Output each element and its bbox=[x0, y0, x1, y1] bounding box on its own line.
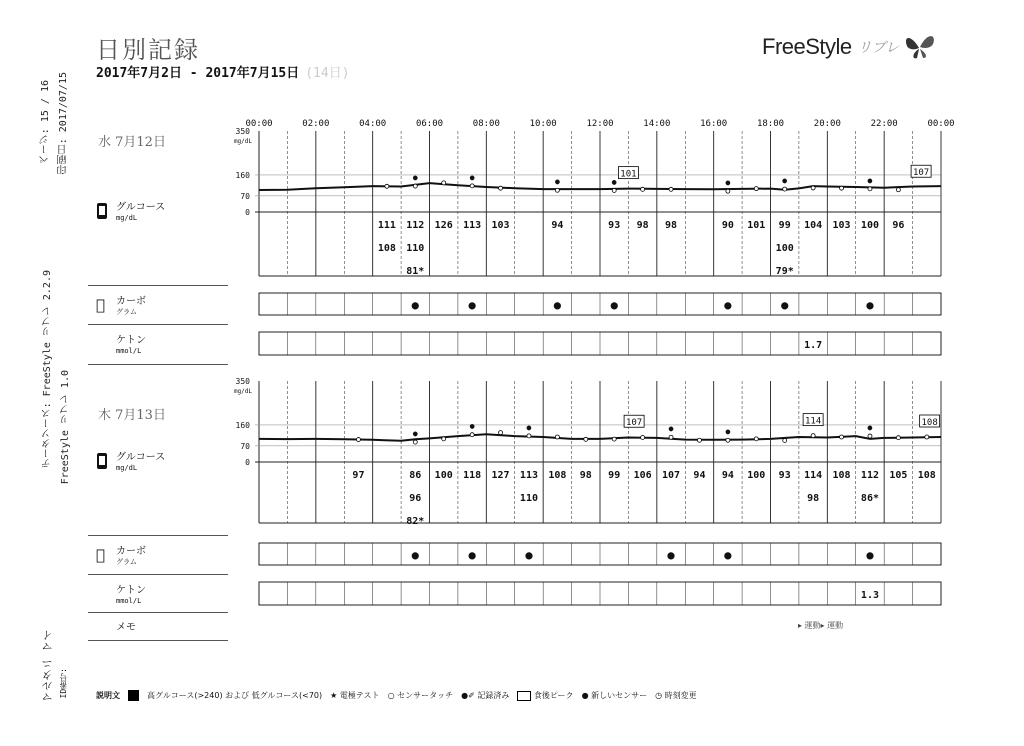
carb-apple-icon: ● bbox=[781, 298, 789, 312]
legend bbox=[96, 690, 697, 701]
scan-marker bbox=[470, 433, 474, 437]
carbs-unit: グラム bbox=[116, 308, 137, 316]
scan-marker bbox=[356, 438, 360, 442]
peak-value: 107 bbox=[912, 168, 930, 179]
glucose-reading: 103 bbox=[832, 220, 851, 231]
y-tick-label: 160 bbox=[235, 420, 250, 430]
carb-apple-icon: ● bbox=[866, 298, 874, 312]
time-tick-label: 08:00 bbox=[472, 119, 500, 129]
peak-value: 108 bbox=[921, 418, 938, 429]
time-tick-label: 00:00 bbox=[927, 119, 955, 129]
scan-marker bbox=[811, 434, 815, 438]
glucose-reading: 100 bbox=[775, 243, 794, 254]
y-tick-label: 70 bbox=[240, 441, 250, 451]
data-source: データソース: FreeStyle リブレ 2.2.9 bbox=[42, 270, 53, 469]
ketone-unit: mmol/L bbox=[116, 597, 142, 605]
meal-marker: ● bbox=[469, 421, 475, 431]
time-tick-label: 00:00 bbox=[245, 119, 273, 129]
legend-recorded bbox=[461, 690, 509, 701]
glucose-reading: 105 bbox=[889, 470, 908, 481]
scan-marker bbox=[641, 435, 645, 439]
y-tick-label: 0 bbox=[245, 458, 250, 467]
glucose-reading: 100 bbox=[747, 470, 766, 481]
ketone-value: 1.3 bbox=[860, 590, 879, 601]
scan-marker bbox=[669, 187, 673, 191]
meal-marker: ● bbox=[412, 173, 418, 183]
glucose-reading: 98 bbox=[807, 493, 820, 504]
scan-marker bbox=[470, 184, 474, 188]
glucose-reading: 79* bbox=[775, 266, 794, 277]
scan-marker bbox=[754, 437, 758, 441]
y-tick-label: 160 bbox=[235, 170, 250, 180]
scan-marker bbox=[783, 187, 787, 191]
glucose-reading: 112 bbox=[406, 220, 425, 231]
exercise-note: ▸ 運動▸ 運動 bbox=[798, 621, 844, 630]
time-tick-label: 14:00 bbox=[643, 119, 671, 129]
time-tick-label: 10:00 bbox=[529, 119, 557, 129]
scan-marker bbox=[868, 434, 872, 438]
glucose-reading: 104 bbox=[804, 220, 823, 231]
legend-peak bbox=[517, 690, 573, 701]
carbs-text: カーボ bbox=[116, 296, 146, 307]
peak-value: 114 bbox=[804, 416, 822, 427]
y-tick-label: 70 bbox=[240, 191, 250, 201]
legend-title: 説明文 bbox=[96, 691, 120, 700]
legend-scan: ○ センサータッチ bbox=[387, 691, 454, 700]
glucose-reading: 111 bbox=[377, 220, 396, 231]
carbs-unit: グラム bbox=[116, 558, 137, 566]
carb-apple-icon: ● bbox=[724, 548, 732, 562]
meal-marker: ● bbox=[611, 177, 617, 187]
y-tick-label: 0 bbox=[245, 208, 250, 217]
scan-marker bbox=[726, 189, 730, 193]
time-tick-label: 06:00 bbox=[415, 119, 444, 129]
peak-icon bbox=[517, 691, 531, 701]
memo-label: メモ bbox=[116, 622, 136, 633]
glucose-reading: 82* bbox=[406, 516, 425, 527]
legend-high-low: 高グルコース(>240) および 低グルコース(<70) bbox=[147, 691, 323, 700]
scan-marker bbox=[754, 187, 758, 191]
legend-recorded-text: 記録済み bbox=[477, 691, 510, 700]
scan-marker bbox=[499, 431, 503, 435]
glucose-reading: 96 bbox=[892, 220, 905, 231]
scan-marker bbox=[896, 436, 900, 440]
meal-marker: ● bbox=[526, 422, 532, 432]
date-range-text: 2017年7月2日 - 2017年7月15日 bbox=[96, 66, 300, 81]
glucose-reading: 90 bbox=[721, 220, 734, 231]
meal-marker: ● bbox=[412, 429, 418, 439]
carbs-text: カーボ bbox=[116, 546, 146, 557]
scan-marker bbox=[413, 440, 417, 444]
scan-marker bbox=[612, 188, 616, 192]
glucose-reading: 98 bbox=[579, 470, 592, 481]
scan-marker bbox=[413, 184, 417, 188]
glucose-reading: 100 bbox=[434, 470, 453, 481]
glucose-reading: 108 bbox=[548, 470, 567, 481]
scan-marker bbox=[641, 187, 645, 191]
glucose-reading: 126 bbox=[434, 220, 453, 231]
meal-marker: ● bbox=[867, 423, 873, 433]
glucose-reading: 112 bbox=[860, 470, 879, 481]
glucose-reading: 108 bbox=[377, 243, 396, 254]
glucose-reading: 99 bbox=[778, 220, 791, 231]
glucose-reading: 96 bbox=[409, 493, 422, 504]
glucose-unit: mg/dL bbox=[116, 214, 138, 222]
time-tick-label: 16:00 bbox=[700, 119, 728, 129]
scan-marker bbox=[783, 438, 787, 442]
glucose-reading: 127 bbox=[491, 470, 510, 481]
scan-marker bbox=[697, 438, 701, 442]
meal-marker: ● bbox=[469, 172, 475, 182]
glucose-reading: 81* bbox=[406, 266, 425, 277]
ketone-text: ケトン bbox=[116, 585, 146, 596]
y-tick-label: 350 bbox=[235, 377, 250, 386]
high-low-swatch bbox=[128, 690, 139, 701]
glucose-reading: 108 bbox=[917, 470, 936, 481]
peak-value: 101 bbox=[620, 169, 637, 180]
patient-name: マルタニ マイ bbox=[41, 630, 54, 703]
carb-apple-icon: ● bbox=[468, 548, 476, 562]
legend-time-change bbox=[655, 690, 697, 701]
legend-peak-text: 食後ピーク bbox=[533, 691, 574, 700]
scan-marker bbox=[811, 186, 815, 190]
scan-marker bbox=[499, 186, 503, 190]
ketone-unit: mmol/L bbox=[116, 347, 142, 355]
time-tick-label: 02:00 bbox=[302, 119, 330, 129]
glucose-text: グルコース bbox=[116, 202, 166, 213]
device-name: FreeStyle リブレ 1.0 bbox=[60, 370, 71, 485]
brand-sub: リブレ bbox=[857, 40, 900, 56]
time-tick-label: 18:00 bbox=[756, 119, 785, 129]
glucose-reading: 110 bbox=[519, 493, 538, 504]
carb-apple-icon: ● bbox=[667, 548, 675, 562]
time-tick-label: 04:00 bbox=[359, 119, 387, 129]
clock-icon: ◷ bbox=[655, 691, 663, 700]
legend-finger: ★ 電極テスト bbox=[330, 691, 380, 700]
glucose-reading: 99 bbox=[608, 470, 621, 481]
glucose-reading: 93 bbox=[608, 220, 621, 231]
scan-marker bbox=[385, 184, 389, 188]
scan-marker bbox=[584, 437, 588, 441]
time-tick-label: 22:00 bbox=[870, 119, 898, 129]
scan-marker bbox=[840, 435, 844, 439]
scan-marker bbox=[840, 186, 844, 190]
glucose-reading: 118 bbox=[463, 470, 482, 481]
glucose-text: グルコース bbox=[116, 452, 166, 463]
scan-marker bbox=[896, 188, 900, 192]
carb-apple-icon: ● bbox=[411, 548, 419, 562]
report-title: 日別記録 bbox=[96, 36, 200, 64]
meal-marker: ● bbox=[725, 427, 731, 437]
scan-marker bbox=[925, 435, 929, 439]
glucose-reading: 94 bbox=[721, 470, 734, 481]
glucose-reading: 94 bbox=[693, 470, 706, 481]
scan-marker bbox=[868, 187, 872, 191]
glucose-reading: 101 bbox=[747, 220, 766, 231]
glucose-reading: 113 bbox=[463, 220, 482, 231]
scan-marker bbox=[669, 435, 673, 439]
y-tick-label: 350 bbox=[235, 127, 250, 136]
glucose-reading: 103 bbox=[491, 220, 510, 231]
glucose-reading: 86 bbox=[409, 470, 422, 481]
glucose-reading: 107 bbox=[662, 470, 681, 481]
scan-marker bbox=[527, 434, 531, 438]
patient-id-label: ID番号: bbox=[59, 668, 68, 699]
scan-marker bbox=[555, 188, 559, 192]
glucose-reading: 100 bbox=[860, 220, 879, 231]
glucose-reading: 106 bbox=[633, 470, 652, 481]
carb-apple-icon: ● bbox=[553, 298, 561, 312]
page-number: ページ: 15 / 16 bbox=[40, 80, 51, 165]
carb-apple-icon: ● bbox=[724, 298, 732, 312]
scan-marker bbox=[442, 181, 446, 185]
meal-marker: ● bbox=[668, 424, 674, 434]
glucose-reading: 86* bbox=[860, 493, 879, 504]
carb-apple-icon: ● bbox=[468, 298, 476, 312]
print-date: 印刷日: 2017/07/15 bbox=[58, 72, 69, 175]
day-count: (14日) bbox=[305, 66, 350, 81]
time-tick-label: 12:00 bbox=[586, 119, 614, 129]
legend-new-sensor: ● 新しいセンサー bbox=[581, 691, 648, 700]
carb-apple-icon: ● bbox=[411, 298, 419, 312]
carb-apple-icon: ● bbox=[525, 548, 533, 562]
scan-marker bbox=[726, 438, 730, 442]
day2-date-label: 木 7月13日 bbox=[98, 408, 166, 423]
time-tick-label: 20:00 bbox=[813, 119, 841, 129]
glucose-reading: 110 bbox=[406, 243, 425, 254]
meal-marker: ● bbox=[554, 177, 560, 187]
legend-time-change-text: 時刻変更 bbox=[664, 691, 697, 700]
scan-marker bbox=[555, 435, 559, 439]
scan-marker bbox=[612, 437, 616, 441]
scan-marker bbox=[442, 437, 446, 441]
brand-name: FreeStyle bbox=[762, 34, 852, 59]
ketone-text: ケトン bbox=[116, 335, 146, 346]
glucose-reading: 113 bbox=[519, 470, 538, 481]
glucose-reading: 108 bbox=[832, 470, 851, 481]
meal-marker: ● bbox=[867, 175, 873, 185]
glucose-unit: mg/dL bbox=[116, 464, 138, 472]
apple-icon: ●✐ bbox=[461, 691, 475, 700]
glucose-reading: 98 bbox=[665, 220, 678, 231]
glucose-reading: 93 bbox=[778, 470, 791, 481]
peak-value: 107 bbox=[625, 418, 643, 429]
y-unit-label: mg/dL bbox=[233, 388, 252, 395]
day1-date-label: 水 7月12日 bbox=[98, 135, 166, 150]
carb-apple-icon: ● bbox=[866, 548, 874, 562]
glucose-reading: 114 bbox=[804, 470, 823, 481]
meal-marker: ● bbox=[725, 178, 731, 188]
y-unit-label: mg/dL bbox=[233, 138, 252, 145]
glucose-reading: 98 bbox=[636, 220, 649, 231]
glucose-reading: 94 bbox=[551, 220, 564, 231]
carb-apple-icon: ● bbox=[610, 298, 618, 312]
ketone-value: 1.7 bbox=[804, 340, 823, 351]
meal-marker: ● bbox=[782, 176, 788, 186]
glucose-reading: 97 bbox=[352, 470, 365, 481]
